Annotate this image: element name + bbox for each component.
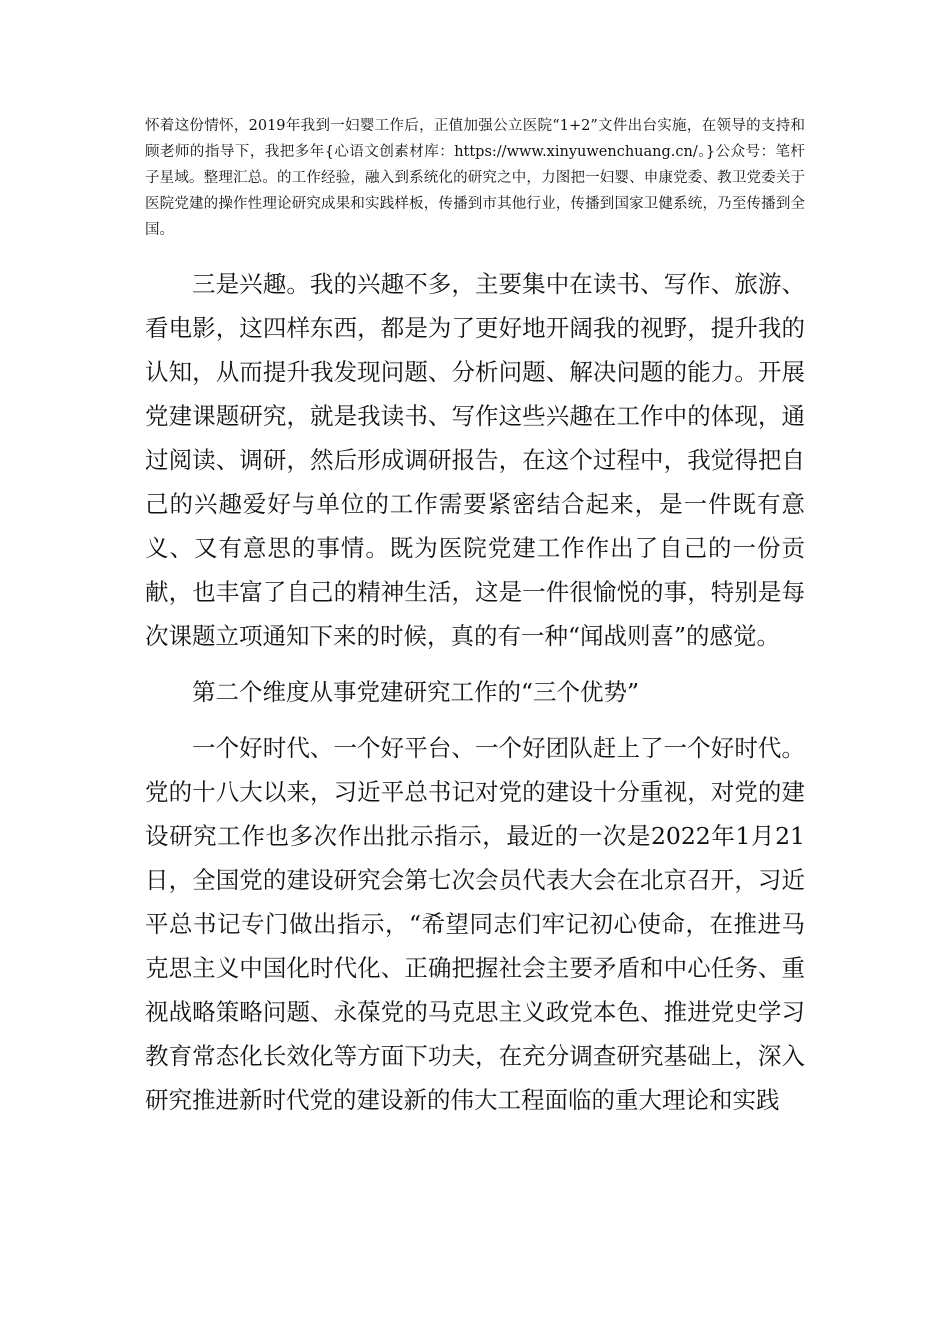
interest-paragraph: 三是兴趣。我的兴趣不多，主要集中在读书、写作、旅游、看电影，这四样东西，都是为了更好地开阔我的视野，提升我的认知，从而提升我发现问题、分析问题、解决问题的能力。开展党建课题研究，就是我读书、写作这些兴趣在工作中的体现，通过阅读、调研，然后形成调研报告，在这个过程中，我觉得把自己的兴趣爱好与单位的工作需要紧密结合起来，是一件既有意义、又有意思的事情。既为医院党建工作作出了自己的一份贡献，也丰富了自己的精神生活，这是一件很愉悦的事，特别是每次课题立项通知下来的时候，真的有一种“闻战则喜”的感觉。: [145, 270, 805, 650]
main-body: [145, 262, 805, 1134]
intro-paragraph: 怀着这份情怀，2019年我到一妇婴工作后，正值加强公立医院“1+2”文件出台实施，在领导的支持和顾老师的指导下，我把多年{心语文创素材库：https://www.xinyuwenchuang.cn/。}公众号：笔杆子星域。整理汇总。的工作经验，融入到系统化的研究之中，力图把一妇婴、申康党委、教卫党委关于医院党建的操作性理论研究成果和实践样板，传播到市其他行业，传播到国家卫健系统，乃至传播到全国。: [145, 118, 805, 238]
era-paragraph: 一个好时代、一个好平台、一个好团队赶上了一个好时代。党的十八大以来，习近平总书记对党的建设十分重视，对党的建设研究工作也多次作出批示指示，最近的一次是2022年1月21日，全国党的建设研究会第七次会员代表大会在北京召开，习近平总书记专门做出指示，“希望同志们牢记初心使命，在推进马克思主义中国化时代化、正确把握社会主要矛盾和中心任务、重视战略策略问题、永葆党的马克思主义政党本色、推进党史学习教育常态化长效化等方面下功夫，在充分调查研究基础上，深入研究推进新时代党的建设新的伟大工程面临的重大理论和实践: [145, 734, 805, 1114]
section-heading: 第二个维度从事党建研究工作的“三个优势”: [192, 678, 640, 706]
